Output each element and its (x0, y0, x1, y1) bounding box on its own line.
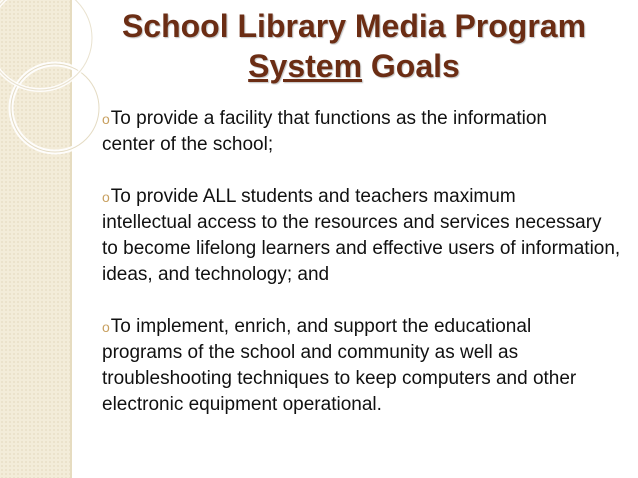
bullet-marker-icon: o (102, 111, 110, 127)
title-line-1: School Library Media Program (121, 8, 587, 44)
title-line-2 (90, 46, 618, 86)
bullet-item-3 (102, 314, 622, 418)
slide-title (90, 6, 618, 86)
bullet-1-rest: center of the school; (102, 134, 274, 155)
title-rest: Goals (362, 48, 460, 84)
bullet-marker-icon: o (102, 189, 110, 205)
bullet-list (102, 106, 622, 444)
bullet-2-rest: intellectual access to the resources and services necessary to become lifelong learners and effective users of information, ideas, and technology; and (102, 212, 621, 285)
bullet-marker-icon: o (102, 319, 110, 335)
bullet-3-first-line: To implement, enrich, and support the educational (110, 316, 532, 337)
bullet-item-1 (102, 106, 622, 158)
title-underlined-word: System (248, 48, 363, 84)
bullet-item-2 (102, 184, 622, 288)
bullet-1-first-line: To provide a facility that functions as the information (110, 108, 547, 129)
bullet-3-rest: programs of the school and community as well as troubleshooting techniques to keep computers and other electronic equipment operational. (102, 342, 577, 415)
bullet-2-first-line: To provide ALL students and teachers maximum (110, 186, 516, 207)
